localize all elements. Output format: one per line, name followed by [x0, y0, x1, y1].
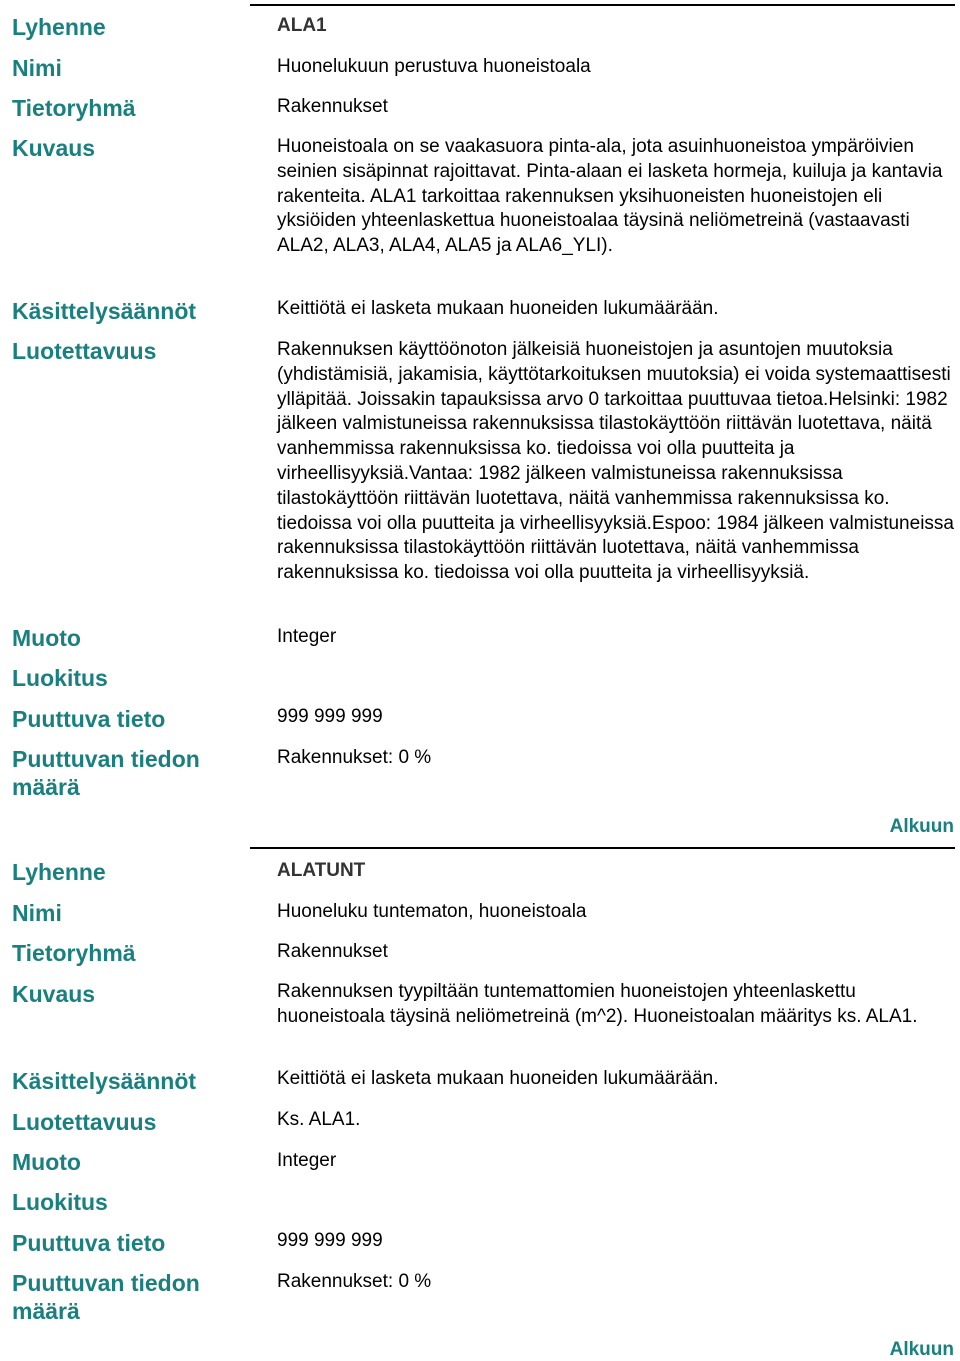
field-value-missing-amount: Rakennukset: 0 %: [277, 747, 432, 768]
field-value-name: Huonelukuun perustuva huoneistoala: [277, 56, 591, 77]
entry-divider: [250, 847, 955, 849]
field-label: Kuvaus: [12, 981, 96, 1007]
field-label: Lyhenne: [12, 14, 106, 40]
field-label: Tietoryhmä: [12, 940, 136, 966]
field-value-data-group: Rakennukset: [277, 96, 388, 117]
field-label: Puuttuvan tiedon määrä: [12, 1270, 200, 1324]
field-label: Käsittelysäännöt: [12, 298, 197, 324]
field-value-format: Integer: [277, 1150, 337, 1171]
field-label: Luokitus: [12, 665, 108, 691]
field-value-name: Huoneluku tuntematon, huoneistoala: [277, 901, 587, 922]
field-label: Muoto: [12, 1149, 81, 1175]
field-value-missing-amount: Rakennukset: 0 %: [277, 1271, 432, 1292]
field-label: Luokitus: [12, 1189, 108, 1215]
field-label: Puuttuvan tiedon määrä: [12, 746, 200, 800]
field-label: Puuttuva tieto: [12, 706, 166, 732]
back-to-top-link[interactable]: Alkuun: [889, 816, 954, 837]
field-value-reliability: Ks. ALA1.: [277, 1109, 361, 1130]
field-label: Luotettavuus: [12, 1109, 157, 1135]
field-label: Puuttuva tieto: [12, 1230, 166, 1256]
field-value-reliability: Rakennuksen käyttöönoton jälkeisiä huoneistojen ja asuntojen muutoksia (yhdistämisiä, jakamisia, käyttötarkoituksen muutoksia) ei voida systemaattisesti ylläpitää. Joissakin tapauksissa arvo 0 tarkoittaa puuttuvaa tietoa.Helsinki: 1982 jälkeen valmistuneissa rakennuksissa tilastokäyttöön riittävän luotettava, näitä vanhemmissa rakennuksissa ko. tiedoissa voi olla puutteita ja virheellisyyksiä.Vantaa: 1982 jälkeen valmistuneissa rakennuksissa tilastokäyttöön riittävän luotettava, näitä vanhemmissa rakennuksissa ko. tiedoissa voi olla puutteita ja virheellisyyksiä.Espoo: 1984 jälkeen valmistuneissa rakennuksissa tilastokäyttöön riittävän luotettava, näitä vanhemmissa rakennuksissa ko. tiedoissa voi olla puutteita ja virheellisyyksiä.: [277, 339, 954, 584]
field-value-description: Huoneistoala on se vaakasuora pinta-ala, jota asuinhuoneistoa ympäröivien seinien sisäpinnat rajoittavat. Pinta-alaan ei lasketa hormeja, kuiluja ja kantavia rakenteita. ALA1 tarkoittaa rakennuksen yksihuoneisten huoneistojen eli yksiöiden yhteenlaskettua huoneistoalaa täysinä neliömetreinä (vastaavasti ALA2, ALA3, ALA4, ALA5 ja ALA6_YLI).: [277, 136, 943, 257]
field-label: Nimi: [12, 55, 62, 81]
field-label: Luotettavuus: [12, 338, 157, 364]
field-value-description: Rakennuksen tyypiltään tuntemattomien huoneistojen yhteenlaskettu huoneistoala täysinä neliömetreinä (m^2). Huoneistoalan määritys ks. ALA1.: [277, 981, 918, 1027]
field-value-missing-value: 999 999 999: [277, 706, 383, 727]
field-label: Nimi: [12, 900, 62, 926]
field-value-missing-value: 999 999 999: [277, 1230, 383, 1251]
entry-divider: [250, 4, 955, 6]
field-label: Tietoryhmä: [12, 95, 136, 121]
field-label: Lyhenne: [12, 859, 106, 885]
field-value-format: Integer: [277, 626, 337, 647]
field-value-processing-rules: Keittiötä ei lasketa mukaan huoneiden lukumäärään.: [277, 298, 719, 319]
field-value-processing-rules: Keittiötä ei lasketa mukaan huoneiden lukumäärään.: [277, 1068, 719, 1089]
field-value-data-group: Rakennukset: [277, 941, 388, 962]
field-label: Kuvaus: [12, 135, 96, 161]
field-label: Käsittelysäännöt: [12, 1068, 197, 1094]
field-label: Muoto: [12, 625, 81, 651]
back-to-top-link[interactable]: Alkuun: [889, 1339, 954, 1360]
field-value-abbreviation: ALATUNT: [277, 860, 366, 881]
field-value-abbreviation: ALA1: [277, 15, 327, 36]
